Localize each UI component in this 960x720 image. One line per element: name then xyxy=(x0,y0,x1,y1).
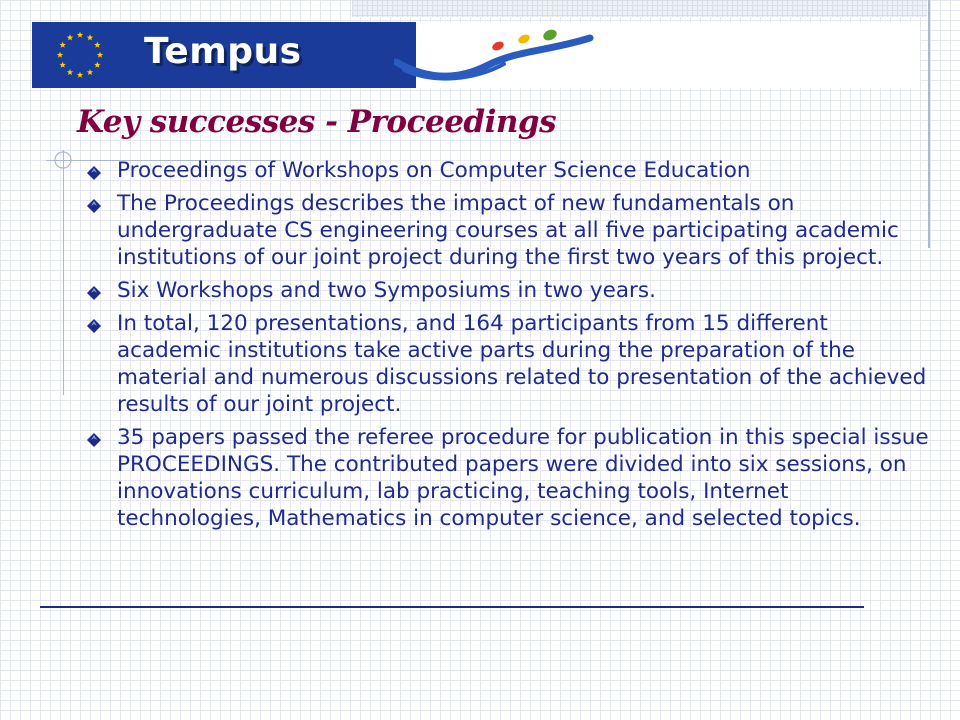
bullet-item xyxy=(80,310,930,418)
bullet-text: The Proceedings describes the impact of new fundamentals on undergraduate CS engineering courses at all five participating academic institutions of our joint project during the first two years of this project. xyxy=(117,191,899,270)
bullet-item xyxy=(80,424,930,532)
bullet-text: In total, 120 presentations, and 164 participants from 15 different academic institutions take active parts during the preparation of the material and numerous discussions related to presentation of the achieved results of our joint project. xyxy=(117,311,927,417)
bullet-text: Six Workshops and two Symposiums in two years. xyxy=(117,278,656,303)
eu-star xyxy=(77,72,83,78)
tempus-logo-icon xyxy=(394,26,594,86)
eu-star xyxy=(87,34,93,40)
eu-star xyxy=(67,34,73,40)
bullet-item xyxy=(80,277,930,304)
diamond-bullet-icon xyxy=(86,165,102,181)
eu-star xyxy=(77,32,83,38)
bullet-item xyxy=(80,190,930,271)
diamond-bullet-icon xyxy=(86,198,102,214)
eu-star xyxy=(94,42,100,48)
bullet-item xyxy=(80,157,930,184)
diamond-bullet-icon xyxy=(86,318,102,334)
eu-star xyxy=(57,52,63,58)
eu-star xyxy=(94,62,100,68)
decorative-vertical-line xyxy=(63,150,64,395)
eu-star xyxy=(97,52,103,58)
eu-star xyxy=(59,42,65,48)
diamond-bullet-icon xyxy=(86,285,102,301)
top-pattern-band xyxy=(352,0,927,17)
page-title: Key successes - Proceedings xyxy=(77,104,557,140)
bullet-list xyxy=(80,157,930,538)
eu-star xyxy=(67,69,73,75)
eu-star xyxy=(59,62,65,68)
eu-star xyxy=(87,69,93,75)
banner-title: Tempus xyxy=(144,31,302,72)
diamond-bullet-icon xyxy=(86,432,102,448)
crosshair-circle-icon xyxy=(52,149,74,171)
tempus-banner xyxy=(32,22,920,88)
bottom-rule xyxy=(40,606,864,608)
bullet-text: Proceedings of Workshops on Computer Science Education xyxy=(117,158,751,183)
eu-stars-icon xyxy=(52,28,108,82)
bullet-text: 35 papers passed the referee procedure for publication in this special issue PROCEEDINGS. The contributed papers were divided into six sessions, on innovations curriculum, lab practicing, teaching tools, Internet technologies, Mathematics in computer science, and selected topics. xyxy=(117,425,929,531)
